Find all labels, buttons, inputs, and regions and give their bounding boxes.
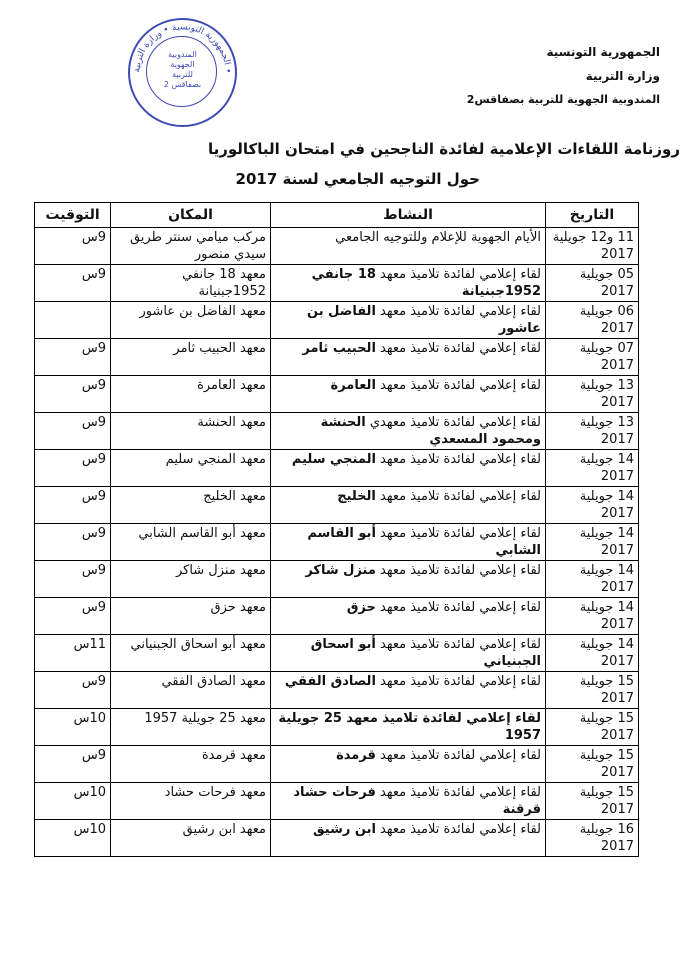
stamp-center-text bbox=[152, 50, 213, 90]
place-text: معهد أبو اسحاق الجبنياني bbox=[130, 637, 266, 652]
table-row bbox=[35, 672, 639, 709]
activity-text: لقاء إعلامي لفائدة تلاميذ معهد bbox=[380, 822, 541, 837]
table-row bbox=[35, 783, 639, 820]
cell-activity bbox=[271, 746, 546, 783]
cell-place bbox=[111, 672, 271, 709]
time-text: 9س bbox=[81, 674, 106, 689]
place-text: معهد الحبيب ثامر bbox=[173, 341, 266, 356]
cell-place bbox=[111, 450, 271, 487]
activity-text: لقاء إعلامي لفائدة تلاميذ معهد bbox=[380, 637, 541, 652]
cell-place bbox=[111, 265, 271, 302]
activity-text: لقاء إعلامي لفائدة تلاميذ معهد bbox=[380, 526, 541, 541]
page-subtitle: حول التوجيه الجامعي لسنة 2017 bbox=[235, 170, 480, 188]
header-line-ministry: وزارة التربية bbox=[585, 69, 660, 83]
ministry-header bbox=[420, 40, 660, 112]
cell-time bbox=[35, 598, 111, 635]
table-row bbox=[35, 487, 639, 524]
place-text: معهد المنجي سليم bbox=[165, 452, 266, 467]
table-row bbox=[35, 265, 639, 302]
institute-name: أبو القاسم الشابي bbox=[307, 526, 541, 558]
cell-time bbox=[35, 820, 111, 857]
place-text: معهد ابن رشيق bbox=[182, 822, 266, 837]
time-text: 9س bbox=[81, 748, 106, 763]
cell-date bbox=[546, 635, 639, 672]
place-text: معهد الصادق الفقي bbox=[161, 674, 266, 689]
table-row bbox=[35, 413, 639, 450]
place-text: معهد الخليج bbox=[203, 489, 266, 504]
cell-activity bbox=[271, 524, 546, 561]
table-row bbox=[35, 339, 639, 376]
cell-date bbox=[546, 561, 639, 598]
activity-text: الأيام الجهوية للإعلام وللتوجيه الجامعي bbox=[335, 230, 541, 245]
table-row bbox=[35, 302, 639, 339]
activity-text: لقاء إعلامي لفائدة تلاميذ معهدي bbox=[369, 415, 541, 430]
date-text: 15 جويلية 2017 bbox=[579, 748, 634, 780]
cell-date bbox=[546, 339, 639, 376]
cell-activity bbox=[271, 487, 546, 524]
cell-time bbox=[35, 376, 111, 413]
place-text: معهد الفاضل بن عاشور bbox=[139, 304, 266, 319]
cell-time bbox=[35, 561, 111, 598]
time-text: 10س bbox=[73, 785, 106, 800]
header-activity: النشاط bbox=[271, 203, 546, 228]
cell-activity bbox=[271, 339, 546, 376]
cell-place bbox=[111, 339, 271, 376]
date-text: 16 جويلية 2017 bbox=[579, 822, 634, 854]
table-row bbox=[35, 635, 639, 672]
institute-name: الصادق الفقي bbox=[284, 674, 376, 689]
institute-name: العامرة bbox=[330, 378, 376, 393]
official-stamp bbox=[128, 18, 237, 127]
date-text: 14 جويلية 2017 bbox=[579, 563, 634, 595]
activity-text: لقاء إعلامي لفائدة تلاميذ معهد bbox=[380, 600, 541, 615]
date-text: 13 جويلية 2017 bbox=[579, 415, 634, 447]
header-time: التوقيت bbox=[35, 203, 111, 228]
cell-activity bbox=[271, 302, 546, 339]
activity-text: لقاء إعلامي لفائدة تلاميذ معهد bbox=[380, 341, 541, 356]
table-row bbox=[35, 450, 639, 487]
activity-text: لقاء إعلامي لفائدة تلاميذ معهد bbox=[380, 378, 541, 393]
date-text: 14 جويلية 2017 bbox=[579, 452, 634, 484]
time-text: 9س bbox=[81, 452, 106, 467]
cell-time bbox=[35, 265, 111, 302]
place-text: معهد أبو القاسم الشابي bbox=[138, 526, 266, 541]
cell-activity bbox=[271, 228, 546, 265]
table-row bbox=[35, 376, 639, 413]
institute-name: المنجي سليم bbox=[291, 452, 376, 467]
place-text: معهد الحنشة bbox=[197, 415, 266, 430]
institute-name: ابن رشيق bbox=[313, 822, 376, 837]
cell-activity bbox=[271, 598, 546, 635]
cell-activity bbox=[271, 450, 546, 487]
table-row bbox=[35, 228, 639, 265]
table-header-row bbox=[35, 203, 639, 228]
date-text: 14 جويلية 2017 bbox=[579, 489, 634, 521]
cell-activity bbox=[271, 265, 546, 302]
cell-time bbox=[35, 746, 111, 783]
cell-date bbox=[546, 302, 639, 339]
cell-date bbox=[546, 709, 639, 746]
cell-date bbox=[546, 265, 639, 302]
cell-date bbox=[546, 450, 639, 487]
institute-name: لقاء إعلامي لفائدة تلاميذ معهد 25 جويلية 1957 bbox=[278, 711, 541, 743]
cell-place bbox=[111, 561, 271, 598]
cell-place bbox=[111, 709, 271, 746]
page-title: روزنامة اللقاءات الإعلامية لفائدة الناجحين في امتحان الباكالوريا bbox=[207, 140, 680, 158]
institute-name: أبو اسحاق الجبنياني bbox=[310, 637, 541, 669]
activity-text: لقاء إعلامي لفائدة تلاميذ معهد bbox=[380, 563, 541, 578]
date-text: 15 جويلية 2017 bbox=[579, 711, 634, 743]
cell-activity bbox=[271, 820, 546, 857]
time-text: 9س bbox=[81, 489, 106, 504]
activity-text: لقاء إعلامي لفائدة تلاميذ معهد bbox=[380, 452, 541, 467]
cell-place bbox=[111, 820, 271, 857]
cell-place bbox=[111, 783, 271, 820]
cell-time bbox=[35, 783, 111, 820]
date-text: 13 جويلية 2017 bbox=[579, 378, 634, 410]
cell-activity bbox=[271, 376, 546, 413]
table-row bbox=[35, 820, 639, 857]
schedule-table bbox=[34, 202, 639, 857]
activity-text: لقاء إعلامي لفائدة تلاميذ معهد bbox=[380, 785, 541, 800]
cell-time bbox=[35, 635, 111, 672]
cell-date bbox=[546, 746, 639, 783]
place-text: معهد قرمدة bbox=[201, 748, 266, 763]
cell-place bbox=[111, 746, 271, 783]
activity-text: لقاء إعلامي لفائدة تلاميذ معهد bbox=[380, 674, 541, 689]
institute-name: فرحات حشاد قرقنة bbox=[293, 785, 541, 817]
cell-date bbox=[546, 598, 639, 635]
cell-date bbox=[546, 672, 639, 709]
time-text: 10س bbox=[73, 822, 106, 837]
cell-time bbox=[35, 487, 111, 524]
table-row bbox=[35, 746, 639, 783]
date-text: 15 جويلية 2017 bbox=[579, 674, 634, 706]
cell-time bbox=[35, 709, 111, 746]
cell-time bbox=[35, 302, 111, 339]
schedule-body bbox=[35, 228, 639, 857]
time-text: 9س bbox=[81, 267, 106, 282]
institute-name: الحنشة ومحمود المسعدي bbox=[320, 415, 541, 447]
cell-place bbox=[111, 413, 271, 450]
cell-date bbox=[546, 783, 639, 820]
time-text: 9س bbox=[81, 230, 106, 245]
institute-name: 18 جانفي 1952جبنيانة bbox=[311, 267, 541, 299]
time-text: 9س bbox=[81, 600, 106, 615]
cell-place bbox=[111, 635, 271, 672]
time-text: 9س bbox=[81, 415, 106, 430]
activity-text: لقاء إعلامي لفائدة تلاميذ معهد bbox=[380, 304, 541, 319]
time-text: 9س bbox=[81, 526, 106, 541]
cell-date bbox=[546, 487, 639, 524]
cell-time bbox=[35, 228, 111, 265]
svg-text:الجمهورية التونسية • وزارة الت: الجمهورية التونسية • وزارة التربية • bbox=[132, 22, 233, 74]
place-text: معهد منزل شاكر bbox=[175, 563, 266, 578]
activity-text: لقاء إعلامي لفائدة تلاميذ معهد bbox=[380, 748, 541, 763]
place-text: معهد 25 جويلية 1957 bbox=[144, 711, 266, 726]
cell-place bbox=[111, 228, 271, 265]
institute-name: قرمدة bbox=[336, 748, 376, 763]
cell-time bbox=[35, 672, 111, 709]
cell-activity bbox=[271, 561, 546, 598]
stamp-line: للتربية bbox=[172, 70, 193, 79]
time-text: 11س bbox=[73, 637, 106, 652]
cell-date bbox=[546, 376, 639, 413]
date-text: 06 جويلية 2017 bbox=[579, 304, 634, 336]
date-text: 11 و12 جويلية 2017 bbox=[552, 230, 634, 262]
cell-activity bbox=[271, 709, 546, 746]
activity-text: لقاء إعلامي لفائدة تلاميذ معهد bbox=[380, 489, 541, 504]
cell-place bbox=[111, 376, 271, 413]
header-line-delegation: المندوبية الجهوية للتربية بصفاقس2 bbox=[466, 93, 660, 106]
table-row bbox=[35, 709, 639, 746]
place-text: معهد 18 جانفي 1952جبنيانة bbox=[182, 267, 266, 299]
place-text: معهد العامرة bbox=[197, 378, 266, 393]
header-date: التاريخ bbox=[546, 203, 639, 228]
table-row bbox=[35, 524, 639, 561]
header-place: المكان bbox=[111, 203, 271, 228]
time-text: 9س bbox=[81, 378, 106, 393]
cell-time bbox=[35, 339, 111, 376]
cell-activity bbox=[271, 672, 546, 709]
cell-activity bbox=[271, 635, 546, 672]
stamp-line: الجهوية bbox=[170, 60, 195, 69]
activity-text: لقاء إعلامي لفائدة تلاميذ معهد bbox=[380, 267, 541, 282]
cell-place bbox=[111, 598, 271, 635]
stamp-line: بصفاقس 2 bbox=[163, 80, 202, 89]
cell-date bbox=[546, 228, 639, 265]
institute-name: الفاضل بن عاشور bbox=[307, 304, 541, 336]
date-text: 14 جويلية 2017 bbox=[579, 600, 634, 632]
date-text: 15 جويلية 2017 bbox=[579, 785, 634, 817]
date-text: 07 جويلية 2017 bbox=[579, 341, 634, 373]
cell-place bbox=[111, 302, 271, 339]
cell-date bbox=[546, 413, 639, 450]
cell-place bbox=[111, 524, 271, 561]
cell-time bbox=[35, 450, 111, 487]
cell-place bbox=[111, 487, 271, 524]
header-line-republic: الجمهورية التونسية bbox=[546, 45, 660, 59]
institute-name: الخليج bbox=[337, 489, 376, 504]
stamp-line: المندوبية bbox=[168, 50, 197, 59]
table-row bbox=[35, 561, 639, 598]
table-row bbox=[35, 598, 639, 635]
time-text: 9س bbox=[81, 563, 106, 578]
place-text: مركب ميامي سنتر طريق سيدي منصور bbox=[129, 230, 266, 262]
cell-time bbox=[35, 524, 111, 561]
place-text: معهد حزق bbox=[210, 600, 266, 615]
cell-time bbox=[35, 413, 111, 450]
date-text: 14 جويلية 2017 bbox=[579, 637, 634, 669]
institute-name: حزق bbox=[346, 600, 376, 615]
place-text: معهد فرحات حشاد bbox=[164, 785, 266, 800]
time-text: 9س bbox=[81, 341, 106, 356]
cell-activity bbox=[271, 413, 546, 450]
institute-name: الحبيب ثامر bbox=[302, 341, 376, 356]
cell-activity bbox=[271, 783, 546, 820]
date-text: 14 جويلية 2017 bbox=[579, 526, 634, 558]
cell-date bbox=[546, 820, 639, 857]
time-text: 10س bbox=[73, 711, 106, 726]
cell-date bbox=[546, 524, 639, 561]
date-text: 05 جويلية 2017 bbox=[579, 267, 634, 299]
institute-name: منزل شاكر bbox=[305, 563, 376, 578]
